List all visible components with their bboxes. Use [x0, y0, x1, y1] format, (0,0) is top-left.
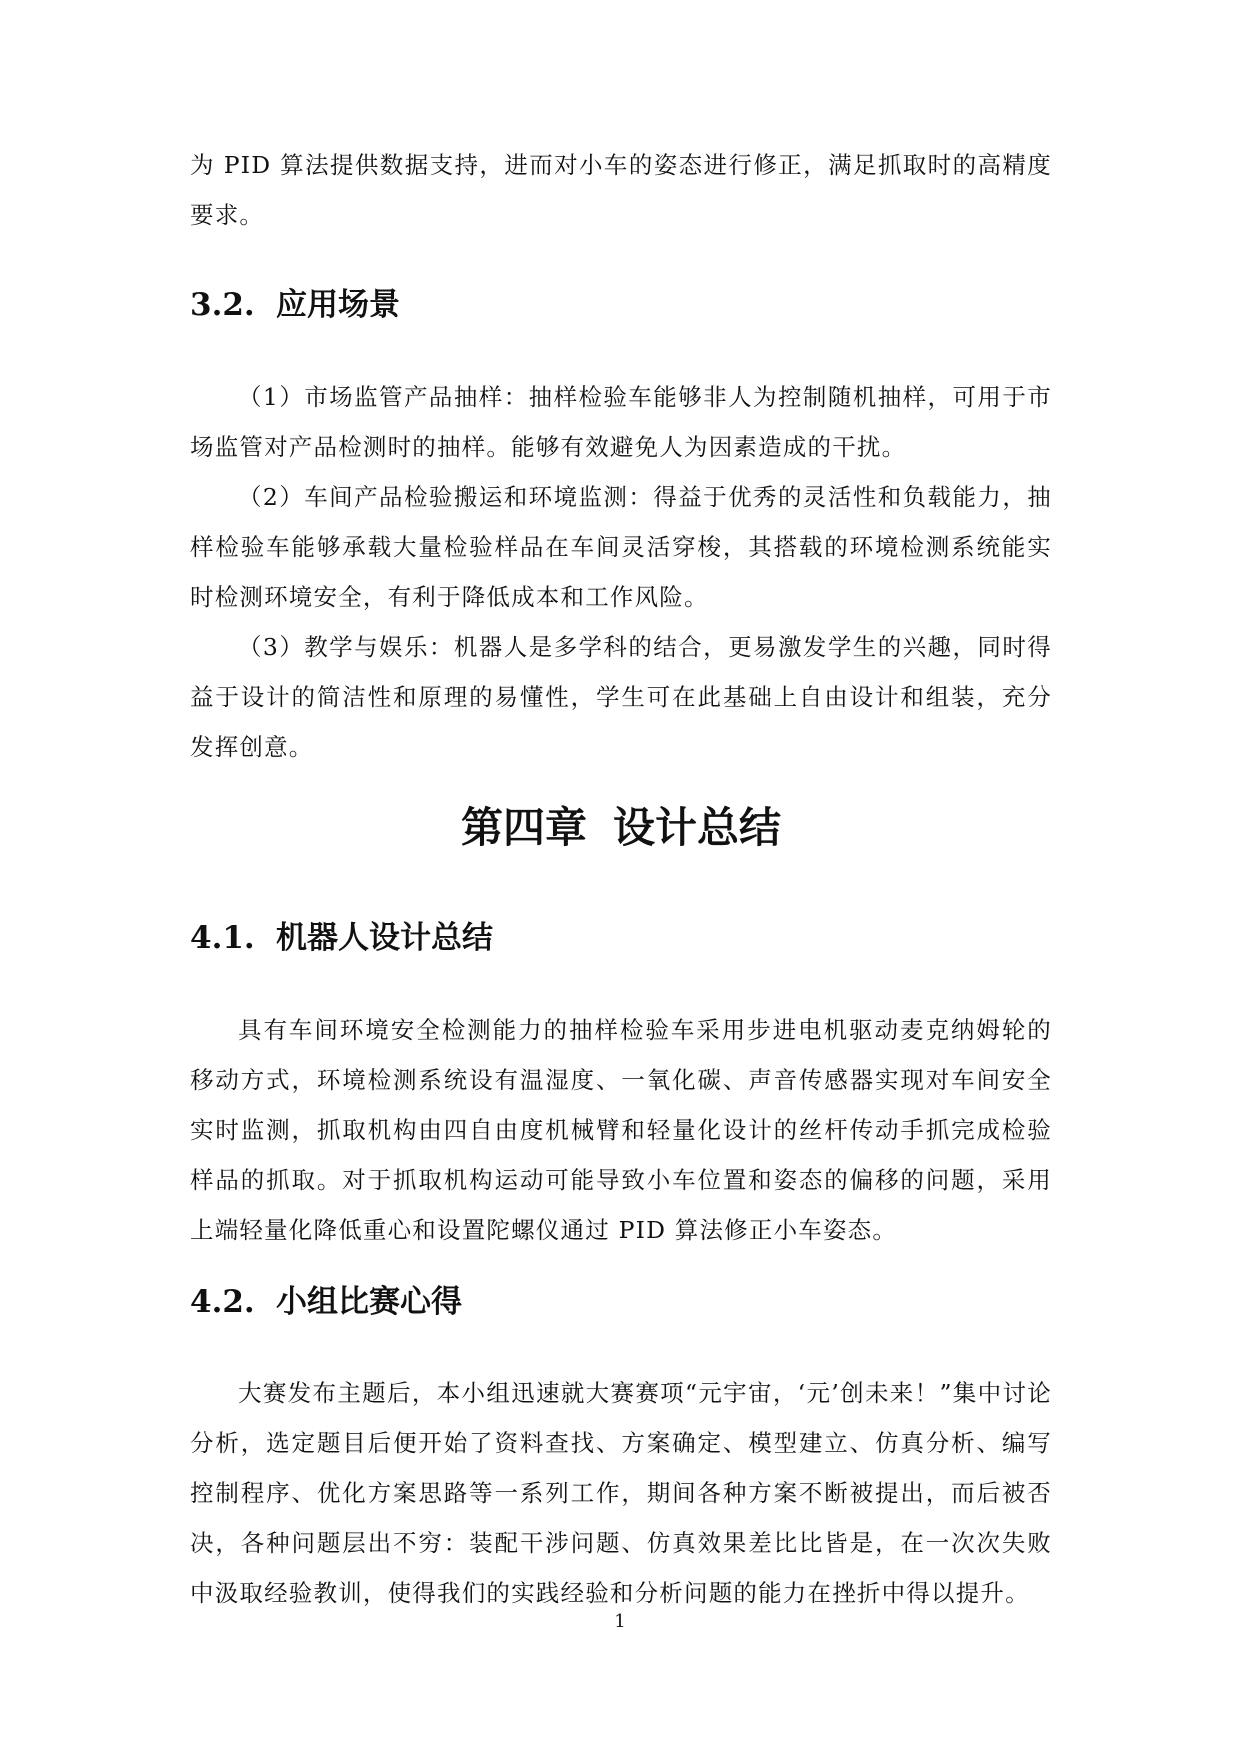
- section-3-2-number: 3.2.: [190, 287, 255, 323]
- section-4-1-body: [190, 1005, 1052, 1255]
- scenario-paragraph-1: （1）市场监管产品抽样：抽样检验车能够非人为控制随机抽样，可用于市场监管对产品检测时的抽样。能够有效避免人为因素造成的干扰。: [190, 383, 1052, 461]
- top-paragraph-block: [190, 140, 1052, 240]
- section-4-2-title: 小组比赛心得: [276, 1284, 462, 1320]
- section-3-2-heading-block: [190, 285, 1052, 325]
- section-3-2-heading: [190, 285, 1052, 325]
- section-3-2-body: [190, 372, 1052, 772]
- section-4-2-heading: [190, 1282, 1052, 1322]
- design-summary-paragraph: 具有车间环境安全检测能力的抽样检验车采用步进电机驱动麦克纳姆轮的移动方式，环境检测系统设有温湿度、一氧化碳、声音传感器实现对车间安全实时监测，抓取机构由四自由度机械臂和轻量化设计的丝杆传动手抓完成检验样品的抓取。对于抓取机构运动可能导致小车位置和姿态的偏移的问题，采用上端轻量化降低重心和设置陀螺仪通过 PID 算法修正小车姿态。: [190, 1016, 1052, 1244]
- scenario-paragraph-2: （2）车间产品检验搬运和环境监测：得益于优秀的灵活性和负载能力，抽样检验车能够承载大量检验样品在车间灵活穿梭，其搭载的环境检测系统能实时检测环境安全，有利于降低成本和工作风险。: [190, 483, 1052, 611]
- top-paragraph: 为 PID 算法提供数据支持，进而对小车的姿态进行修正，满足抓取时的高精度要求。: [190, 151, 1052, 229]
- section-4-2-heading-block: [190, 1282, 1052, 1322]
- section-4-1-heading-block: [190, 918, 1052, 958]
- section-3-2-title: 应用场景: [276, 287, 400, 323]
- section-4-1-heading: [190, 918, 1052, 958]
- section-4-2-number: 4.2.: [190, 1284, 255, 1320]
- page-number: 1: [614, 1611, 626, 1632]
- chapter-4-title: 设计总结: [613, 803, 782, 852]
- scenario-paragraph-3: （3）教学与娱乐：机器人是多学科的结合，更易激发学生的兴趣，同时得益于设计的简洁性和原理的易懂性，学生可在此基础上自由设计和组装，充分发挥创意。: [190, 633, 1052, 761]
- competition-reflection-paragraph: 大赛发布主题后，本小组迅速就大赛赛项“元宇宙，‘元’创未来！”集中讨论分析，选定题目后便开始了资料查找、方案确定、模型建立、仿真分析、编写控制程序、优化方案思路等一系列工作，期间各种方案不断被提出，而后被否决，各种问题层出不穷：装配干涉问题、仿真效果差比比皆是，在一次次失败中汲取经验教训，使得我们的实践经验和分析问题的能力在挫折中得以提升。: [190, 1379, 1052, 1607]
- section-4-2-body: [190, 1368, 1052, 1618]
- chapter-4-heading: [190, 800, 1052, 856]
- section-4-1-title: 机器人设计总结: [276, 920, 493, 956]
- chapter-4-label: 第四章: [460, 803, 587, 852]
- section-4-1-number: 4.1.: [190, 920, 255, 956]
